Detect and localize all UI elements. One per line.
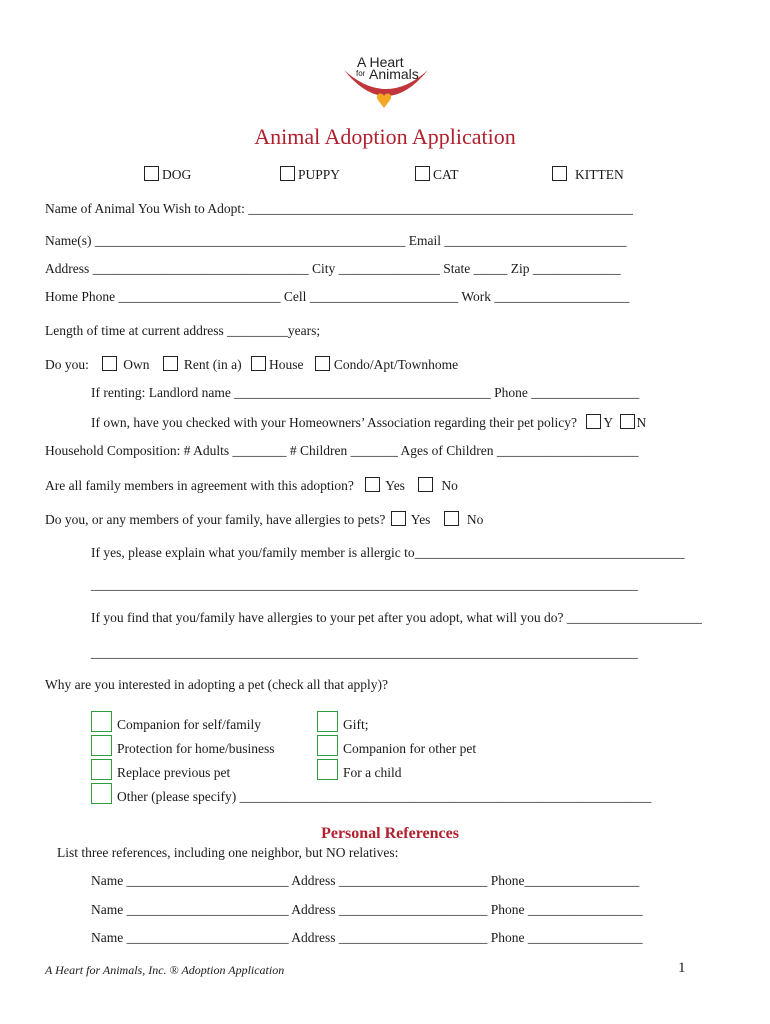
dog-label: DOG [162,167,192,182]
allergies-no-label: No [466,512,484,527]
animal-name-field[interactable]: Name of Animal You Wish to Adopt: _________________________________________________________ [45,201,633,216]
dog-checkbox[interactable] [144,166,159,181]
kitten-label: KITTEN [575,167,624,182]
interest-option-1: Companion for self/family [117,717,261,732]
hoa-row [91,414,646,431]
cat-label: CAT [433,167,459,182]
puppy-label: PUPPY [298,167,341,182]
footer-text: A Heart for Animals, Inc. ® Adoption Application [45,963,285,977]
allergies-question: Do you, or any members of your family, have allergies to pets? [45,512,386,527]
interest-checkbox-3[interactable] [91,759,112,780]
residence-label: Do you: [45,357,89,372]
interest-option-6: Companion for other pet [343,741,477,756]
reference-row-2[interactable]: Name ________________________ Address ______________________ Phone _________________ [91,902,643,917]
interest-checkbox-2[interactable] [91,735,112,756]
length-time-field[interactable]: Length of time at current address _________years; [45,323,321,338]
rent-checkbox[interactable] [163,356,178,371]
allergies-explain-field[interactable]: If yes, please explain what you/family member is allergic to________________________________________ [91,545,685,560]
agreement-row [45,477,458,494]
allergies-after-field[interactable]: If you find that you/family have allergies to your pet after you adopt, what will you do? ____________________ [91,610,702,625]
references-heading: Personal References [321,825,459,842]
condo-label: Condo/Apt/Townhome [333,357,459,372]
reference-row-3[interactable]: Name ________________________ Address ______________________ Phone _________________ [91,930,643,945]
interest-question: Why are you interested in adopting a pet (check all that apply)? [45,677,388,692]
animal-type-puppy[interactable] [280,166,340,183]
own-checkbox[interactable] [102,356,117,371]
condo-checkbox[interactable] [315,356,330,371]
allergies-row [45,511,483,528]
logo [338,50,434,120]
house-label: House [268,357,304,372]
allergies-yes-label: Yes [410,512,431,527]
address-field[interactable]: Address ________________________________ City _______________ State _____ Zip _____________ [45,261,621,276]
landlord-field[interactable]: If renting: Landlord name ______________________________________ Phone ________________ [91,385,640,400]
agreement-no-label: No [441,478,458,493]
interest-checkbox-5[interactable] [317,711,338,732]
house-checkbox[interactable] [251,356,266,371]
logo-line2: Animals [369,66,419,82]
puppy-checkbox[interactable] [280,166,295,181]
interest-checkbox-6[interactable] [317,735,338,756]
hoa-no-checkbox[interactable] [620,414,635,429]
agreement-yes-label: Yes [385,478,405,493]
allergies-explain-line[interactable]: _________________________________________________________________________________ [91,577,638,592]
interest-option-3: Replace previous pet [117,765,231,780]
interest-other-field[interactable]: Other (please specify) _____________________________________________________________ [117,789,652,804]
hoa-question: If own, have you checked with your Homeowners’ Association regarding their pet policy? [91,415,577,430]
interest-option-7: For a child [343,765,402,780]
allergies-no-checkbox[interactable] [444,511,459,526]
interest-checkbox-7[interactable] [317,759,338,780]
interest-option-2: Protection for home/business [117,741,275,756]
agreement-question: Are all family members in agreement with this adoption? [45,478,354,493]
animal-type-kitten[interactable] [552,166,624,183]
names-email-field[interactable]: Name(s) ______________________________________________ Email ___________________________ [45,233,627,248]
phones-field[interactable]: Home Phone ________________________ Cell ______________________ Work ____________________ [45,289,630,304]
allergies-after-line[interactable]: _________________________________________________________________________________ [91,645,638,660]
hoa-yes-checkbox[interactable] [586,414,601,429]
agreement-yes-checkbox[interactable] [365,477,380,492]
own-label: Own [123,357,150,372]
animal-type-dog[interactable] [144,166,191,183]
interest-checkbox-1[interactable] [91,711,112,732]
allergies-yes-checkbox[interactable] [391,511,406,526]
page-number: 1 [678,960,686,976]
logo-line1: A Heart [357,54,404,70]
kitten-checkbox[interactable] [552,166,567,181]
page-title: Animal Adoption Application [254,124,516,149]
logo-line2-small: for [356,69,366,78]
household-field[interactable]: Household Composition: # Adults ________ # Children _______ Ages of Children _____________________ [45,443,639,458]
reference-row-1[interactable]: Name ________________________ Address ______________________ Phone_________________ [91,873,640,888]
references-instructions: List three references, including one neighbor, but NO relatives: [57,845,399,860]
rent-label: Rent (in a) [183,357,242,372]
cat-checkbox[interactable] [415,166,430,181]
interest-checkbox-4[interactable] [91,783,112,804]
hoa-no-label: N [636,415,647,430]
residence-row [45,356,458,373]
interest-option-5: Gift; [343,717,369,732]
animal-type-cat[interactable] [415,166,459,183]
agreement-no-checkbox[interactable] [418,477,433,492]
hoa-yes-label: Y [603,415,614,430]
